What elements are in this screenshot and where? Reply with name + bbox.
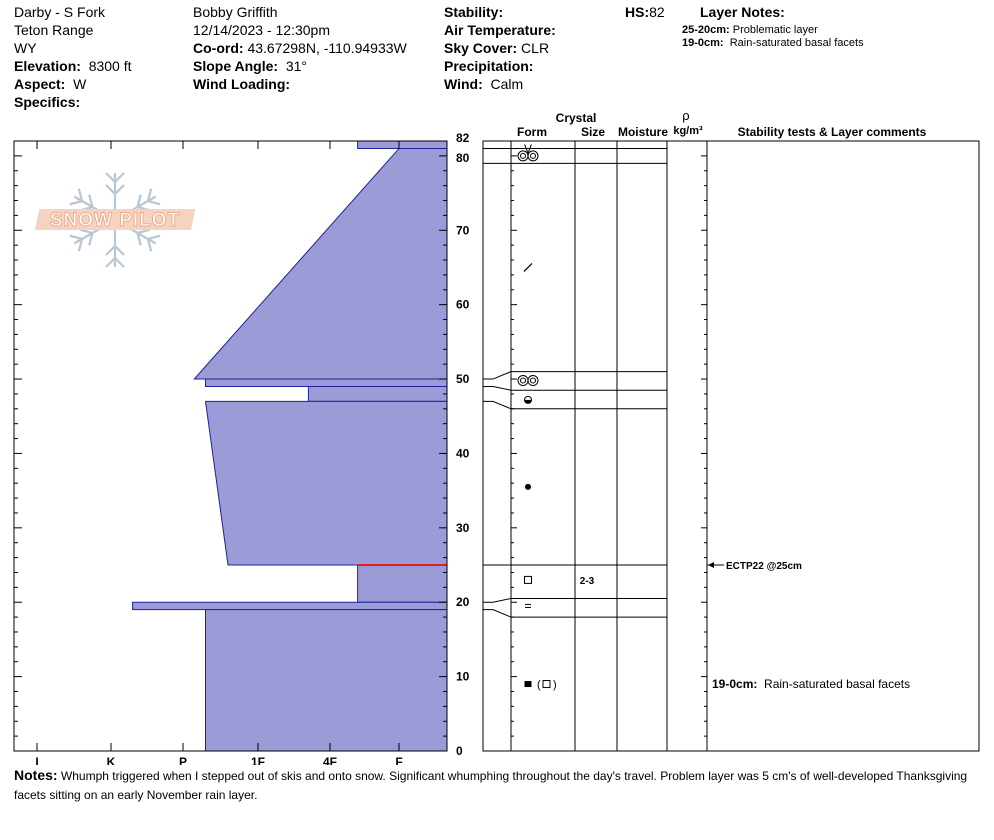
round-inner bbox=[531, 378, 536, 383]
round-inner bbox=[521, 378, 526, 383]
surface-symbol: V bbox=[523, 142, 533, 156]
observer: Bobby Griffith bbox=[193, 4, 278, 20]
snowflake-branch bbox=[106, 246, 115, 255]
paren-open: ( bbox=[537, 679, 541, 692]
hardness-layer bbox=[194, 148, 447, 379]
boundary-connector bbox=[483, 372, 511, 379]
hardness-label: 1F bbox=[250, 755, 266, 765]
elevation: Elevation: 8300 ft bbox=[14, 58, 132, 74]
stability: Stability: bbox=[444, 4, 504, 20]
wind: Wind: Calm bbox=[444, 76, 524, 92]
specifics: Specifics: bbox=[14, 94, 81, 110]
boundary-connector bbox=[483, 386, 511, 390]
hardness-layer bbox=[206, 401, 448, 565]
boundary-connector bbox=[483, 599, 511, 603]
snowflake-branch bbox=[115, 246, 124, 255]
hardness-layer bbox=[308, 386, 447, 401]
hardness-label: I bbox=[35, 755, 39, 765]
snowpilot-logo bbox=[35, 173, 195, 267]
height-label: 70 bbox=[456, 223, 470, 238]
height-label: 80 bbox=[456, 150, 470, 165]
logo-text: SNOW PILOT bbox=[49, 210, 181, 231]
wind-loading: Wind Loading: bbox=[193, 76, 291, 92]
boundary-connector bbox=[483, 610, 511, 617]
snowflake-branch bbox=[115, 173, 124, 182]
round-outer bbox=[528, 376, 538, 386]
height-label: 82 bbox=[456, 131, 470, 145]
form-header: Form bbox=[517, 125, 547, 139]
snowflake-branch bbox=[115, 185, 124, 194]
crystal-form-melt-freeze bbox=[525, 396, 532, 403]
datetime: 12/14/2023 - 12:30pm bbox=[193, 22, 330, 38]
layer-notes-title: Layer Notes: bbox=[700, 4, 785, 20]
layer-comment-range: 19-0cm: bbox=[712, 677, 758, 692]
square bbox=[543, 681, 550, 688]
slope-angle: Slope Angle: 31° bbox=[193, 58, 307, 74]
density-header: kg/m³ bbox=[673, 125, 703, 137]
slash bbox=[524, 263, 532, 271]
snowflake-branch bbox=[106, 173, 115, 182]
crystal-form-rounds bbox=[518, 376, 538, 386]
wind-value: Calm bbox=[490, 76, 524, 92]
hs: HS:82 bbox=[625, 4, 665, 20]
precipitation: Precipitation: bbox=[444, 58, 534, 74]
snowflake-branch bbox=[106, 258, 115, 267]
crystal-form-rounded bbox=[525, 484, 531, 490]
crystal-header: Crystal bbox=[555, 111, 597, 125]
hardness-layer bbox=[133, 602, 447, 609]
hardness-label: 4F bbox=[322, 755, 338, 765]
sky-cover: Sky Cover: CLR bbox=[444, 40, 550, 56]
paren-close: ) bbox=[553, 679, 557, 692]
snowflake-branch bbox=[106, 185, 115, 194]
hardness-label: F bbox=[395, 755, 403, 765]
layer-comment bbox=[712, 677, 910, 691]
layers-table-frame bbox=[483, 141, 979, 751]
coordinates: Co-ord: 43.67298N, -110.94933W bbox=[193, 40, 407, 56]
layer-comment-text: Rain-saturated basal facets bbox=[757, 677, 911, 692]
coord-value: 43.67298N, -110.94933W bbox=[247, 40, 407, 56]
height-label: 40 bbox=[456, 446, 470, 461]
aspect-value: W bbox=[73, 76, 87, 92]
height-label: 60 bbox=[456, 297, 470, 312]
hardness-layer bbox=[206, 610, 448, 751]
crystal-form-facets bbox=[525, 576, 532, 583]
hardness-layer bbox=[206, 379, 448, 386]
stability-test-label: ECTP22 @25cm bbox=[726, 561, 802, 573]
notes bbox=[14, 766, 989, 805]
crystal-form-depth-hoar-facets bbox=[525, 679, 557, 691]
hardness-layer bbox=[358, 565, 447, 602]
snowflake-branch bbox=[115, 258, 124, 267]
slope-value: 31° bbox=[285, 58, 307, 74]
layer-note-1: 25-20cm: Problematic layer bbox=[682, 24, 818, 36]
hardness-label: P bbox=[178, 755, 188, 765]
arrow-head bbox=[708, 562, 714, 568]
notes-text: Whumph triggered when I stepped out of skis and onto snow. Significant whumphing throughout the day's travel. Problem layer was 5 cm's of well-developed Thanksgiving facets sitting on an early November rain layer. bbox=[14, 769, 968, 802]
crystal-size: 2-3 bbox=[579, 575, 595, 587]
comments-header: Stability tests & Layer comments bbox=[737, 125, 927, 139]
rho-header: ρ bbox=[682, 108, 690, 123]
state: WY bbox=[14, 40, 37, 56]
aspect: Aspect: W bbox=[14, 76, 87, 92]
height-label: 50 bbox=[456, 372, 470, 387]
sky-cover-value: CLR bbox=[521, 40, 550, 56]
mountain-range: Teton Range bbox=[14, 22, 94, 38]
square bbox=[525, 576, 532, 583]
size-header: Size bbox=[580, 125, 606, 139]
elevation-value: 8300 ft bbox=[88, 58, 132, 74]
layer-note-2: 19-0cm: Rain-saturated basal facets bbox=[682, 37, 864, 49]
moisture-header: Moisture bbox=[617, 125, 669, 139]
filled-square bbox=[525, 681, 532, 687]
height-label: 0 bbox=[456, 744, 463, 758]
round-outer bbox=[518, 376, 528, 386]
height-label: 10 bbox=[456, 669, 470, 684]
crystal-form-ice bbox=[525, 604, 531, 607]
hardness-label: K bbox=[106, 755, 116, 765]
boundary-connector bbox=[483, 401, 511, 408]
air-temperature: Air Temperature: bbox=[444, 22, 556, 38]
dot bbox=[525, 484, 531, 490]
hs-value: 82 bbox=[649, 4, 665, 20]
notes-label: Notes: bbox=[14, 767, 58, 783]
location: Darby - S Fork bbox=[14, 4, 106, 20]
hardness-layer bbox=[358, 141, 447, 148]
height-label: 20 bbox=[456, 595, 470, 610]
height-label: 30 bbox=[456, 520, 470, 535]
crystal-form-decomposing bbox=[524, 263, 532, 271]
